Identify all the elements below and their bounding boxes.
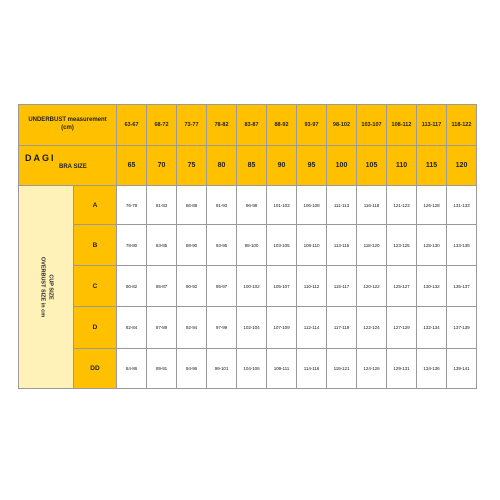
table-cell: 108-110 bbox=[297, 225, 327, 266]
table-cell: 93-95 bbox=[207, 225, 237, 266]
table-cell: 126-128 bbox=[417, 186, 447, 225]
cup-letter: C bbox=[74, 266, 117, 307]
bra-size: 80 bbox=[207, 146, 237, 186]
table-cell: 109-111 bbox=[267, 349, 297, 389]
underbust-range: 98-102 bbox=[327, 105, 357, 146]
table-cell: 83-85 bbox=[147, 225, 177, 266]
underbust-range: 63-67 bbox=[117, 105, 147, 146]
table-cell: 101-103 bbox=[267, 186, 297, 225]
side-label-line2: OVERBUST SIZE in cm bbox=[39, 256, 45, 318]
underbust-range: 68-72 bbox=[147, 105, 177, 146]
table-cell: 80-82 bbox=[117, 266, 147, 307]
underbust-range: 93-97 bbox=[297, 105, 327, 146]
table-cell: 132-134 bbox=[417, 307, 447, 349]
cup-row-c bbox=[19, 266, 477, 307]
table-cell: 123-125 bbox=[387, 225, 417, 266]
table-cell: 81-83 bbox=[147, 186, 177, 225]
table-cell: 76-78 bbox=[117, 186, 147, 225]
bra-size: 65 bbox=[117, 146, 147, 186]
cup-row-b bbox=[19, 225, 477, 266]
cup-row-a bbox=[19, 186, 477, 225]
bra-size: 90 bbox=[267, 146, 297, 186]
table-cell: 113-115 bbox=[327, 225, 357, 266]
underbust-range: 83-87 bbox=[237, 105, 267, 146]
table-cell: 130-132 bbox=[417, 266, 447, 307]
bra-size: 100 bbox=[327, 146, 357, 186]
table-cell: 89-91 bbox=[147, 349, 177, 389]
table-cell: 120-122 bbox=[357, 266, 387, 307]
table-cell: 118-120 bbox=[357, 225, 387, 266]
table-cell: 115-117 bbox=[327, 266, 357, 307]
underbust-range: 108-112 bbox=[387, 105, 417, 146]
table-cell: 139-141 bbox=[447, 349, 477, 389]
underbust-range: 113-117 bbox=[417, 105, 447, 146]
side-label-line1: CUP SIZE bbox=[47, 274, 54, 300]
table-cell: 103-105 bbox=[267, 225, 297, 266]
table-cell: 85-87 bbox=[147, 266, 177, 307]
table-cell: 90-92 bbox=[177, 266, 207, 307]
table-cell: 98-100 bbox=[237, 225, 267, 266]
table-cell: 112-114 bbox=[297, 307, 327, 349]
underbust-label-line1: UNDERBUST measurement bbox=[28, 117, 107, 124]
table-cell: 111-113 bbox=[327, 186, 357, 225]
side-label bbox=[38, 257, 55, 317]
underbust-range: 88-92 bbox=[267, 105, 297, 146]
bra-size: 120 bbox=[447, 146, 477, 186]
table-cell: 137-139 bbox=[447, 307, 477, 349]
table-cell: 131-133 bbox=[447, 186, 477, 225]
underbust-range: 118-122 bbox=[447, 105, 477, 146]
bra-size: 105 bbox=[357, 146, 387, 186]
table-cell: 128-130 bbox=[417, 225, 447, 266]
underbust-label-line2: (cm) bbox=[61, 125, 74, 131]
table-cell: 117-119 bbox=[327, 307, 357, 349]
table-cell: 129-131 bbox=[387, 349, 417, 389]
table-cell: 105-107 bbox=[267, 266, 297, 307]
table-cell: 94-96 bbox=[177, 349, 207, 389]
table-cell: 125-127 bbox=[387, 266, 417, 307]
cup-letter: DD bbox=[74, 349, 117, 389]
underbust-row bbox=[19, 105, 477, 146]
bra-size-label: BRA SIZE bbox=[59, 164, 87, 170]
table-cell: 114-116 bbox=[297, 349, 327, 389]
underbust-range: 78-82 bbox=[207, 105, 237, 146]
table-cell: 88-90 bbox=[177, 225, 207, 266]
table-cell: 134-136 bbox=[417, 349, 447, 389]
table-cell: 119-121 bbox=[327, 349, 357, 389]
table-cell: 110-112 bbox=[297, 266, 327, 307]
size-chart-table bbox=[18, 104, 477, 389]
table-cell: 116-118 bbox=[357, 186, 387, 225]
table-cell: 133-135 bbox=[447, 225, 477, 266]
table-cell: 100-102 bbox=[237, 266, 267, 307]
table-cell: 95-97 bbox=[207, 266, 237, 307]
table-cell: 92-94 bbox=[177, 307, 207, 349]
brand-logo: DAGI bbox=[25, 153, 56, 163]
table-cell: 127-129 bbox=[387, 307, 417, 349]
underbust-label bbox=[19, 105, 117, 146]
brand-cell bbox=[19, 146, 117, 186]
table-cell: 84-86 bbox=[117, 349, 147, 389]
bra-size: 110 bbox=[387, 146, 417, 186]
table-cell: 106-108 bbox=[297, 186, 327, 225]
underbust-range: 73-77 bbox=[177, 105, 207, 146]
table-cell: 96-98 bbox=[237, 186, 267, 225]
table-cell: 135-137 bbox=[447, 266, 477, 307]
cup-letter: A bbox=[74, 186, 117, 225]
table-cell: 104-106 bbox=[237, 349, 267, 389]
table-cell: 91-93 bbox=[207, 186, 237, 225]
cup-row-dd bbox=[19, 349, 477, 389]
cup-letter: B bbox=[74, 225, 117, 266]
table-cell: 102-104 bbox=[237, 307, 267, 349]
bra-size: 115 bbox=[417, 146, 447, 186]
table-cell: 121-123 bbox=[387, 186, 417, 225]
cup-row-d bbox=[19, 307, 477, 349]
bra-size: 70 bbox=[147, 146, 177, 186]
table-cell: 122-124 bbox=[357, 307, 387, 349]
bra-size-row bbox=[19, 146, 477, 186]
bra-size: 85 bbox=[237, 146, 267, 186]
bra-size: 95 bbox=[297, 146, 327, 186]
cup-letter: D bbox=[74, 307, 117, 349]
table-cell: 78-80 bbox=[117, 225, 147, 266]
table-cell: 87-89 bbox=[147, 307, 177, 349]
table-cell: 107-109 bbox=[267, 307, 297, 349]
bra-size: 75 bbox=[177, 146, 207, 186]
table-cell: 124-126 bbox=[357, 349, 387, 389]
table-cell: 97-99 bbox=[207, 307, 237, 349]
table-cell: 99-101 bbox=[207, 349, 237, 389]
table-cell: 86-88 bbox=[177, 186, 207, 225]
underbust-range: 103-107 bbox=[357, 105, 387, 146]
side-label-cell bbox=[19, 186, 74, 389]
table-cell: 82-84 bbox=[117, 307, 147, 349]
